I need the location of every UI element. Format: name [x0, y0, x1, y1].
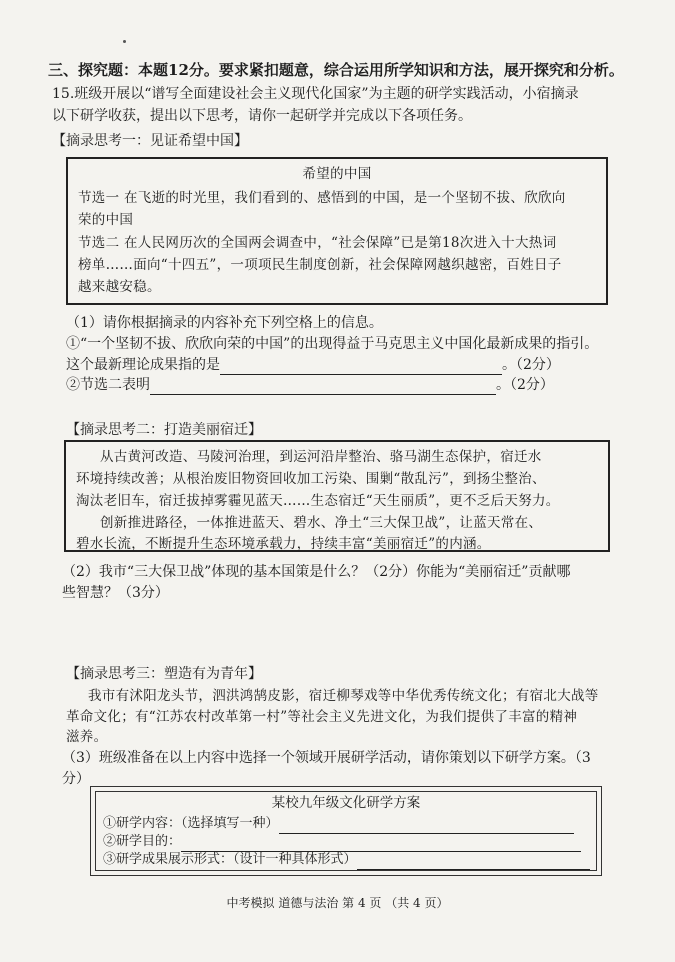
section-heading: 三、探究题：本题12分。要求紧扣题意，综合运用所学知识和方法，展开探究和分析。	[48, 61, 624, 79]
scan-speck	[123, 40, 126, 43]
part1-box-title: 希望的中国	[302, 166, 372, 182]
excerpt1-line1: 节选一 在飞逝的时光里，我们看到的、感悟到的中国，是一个坚韧不拔、欣欣向	[78, 190, 566, 206]
part2-p1-line2: 环境持续改善；从根治废旧物资回收加工污染、围剿“散乱污”，到扬尘整治、	[76, 471, 546, 487]
part2-p2-line2: 碧水长流，不断提升生态环境承载力，持续丰富“美丽宿迁”的内涵。	[76, 536, 491, 552]
q1-b-answer-blank[interactable]	[150, 380, 496, 395]
part2-p1-line1: 从古黄河改造、马陵河治理，到运河沿岸整治、骆马湖生态保护，宿迁水	[100, 449, 542, 465]
part3-p-line1: 我市有沭阳龙头节，泗洪鸿鹄皮影，宿迁柳琴戏等中华优秀传统文化；有宿北大战等	[88, 688, 599, 704]
q2-line1: （2）我市“三大保卫战”体现的基本国策是什么？（2分）你能为“美丽宿迁”贡献哪	[62, 564, 571, 580]
plan-title: 某校九年级文化研学方案	[271, 795, 421, 811]
part2-title: 【摘录思考二：打造美丽宿迁】	[66, 422, 262, 438]
q3-line1: （3）班级准备在以上内容中选择一个领域开展研学活动，请你策划以下研学方案。（3	[62, 750, 591, 766]
question-15-intro-line2: 以下研学收获，提出以下思考，请你一起研学并完成以下各项任务。	[52, 108, 472, 124]
plan-item1	[103, 814, 574, 834]
plan-item1-label: ①研学内容：（选择填写一种）	[103, 816, 279, 831]
q1-b-score: 。（2分）	[496, 377, 554, 393]
q1-a-text: 这个最新理论成果指的是	[66, 357, 220, 373]
part3-p-line2: 革命文化；有“江苏农村改革第一村”等社会主义先进文化，为我们提供了丰富的精神	[66, 709, 578, 725]
q1-a-score: 。（2分）	[502, 357, 560, 373]
q1-a-line1: ①“一个坚韧不拔、欣欣向荣的中国”的出现得益于马克思主义中国化最新成果的指引。	[66, 336, 599, 352]
excerpt1-line2: 荣的中国	[78, 212, 134, 228]
excerpt2-line3: 越来越安稳。	[78, 279, 161, 295]
q1-b-line	[66, 375, 554, 395]
q2-line2: 些智慧？（3分）	[62, 585, 169, 601]
plan-item3	[103, 850, 590, 870]
part3-title: 【摘录思考三：塑造有为青年】	[66, 666, 262, 682]
q1-a-answer-blank[interactable]	[220, 360, 502, 375]
page-footer: 中考模拟 道德与法治 第 4 页 （共 4 页）	[226, 896, 449, 910]
part2-p2-line1: 创新推进路径，一体推进蓝天、碧水、净土“三大保卫战”，让蓝天常在、	[100, 515, 543, 531]
part2-p1-line3: 淘汰老旧车，宿迁拔掉雾霾见蓝天……生态宿迁“天生丽质”，更不乏后天努力。	[76, 493, 560, 509]
q1-prompt: （1）请你根据摘录的内容补充下列空格上的信息。	[66, 315, 383, 331]
part1-title: 【摘录思考一：见证希望中国】	[52, 133, 248, 149]
excerpt2-line1: 节选二 在人民网历次的全国两会调查中，“社会保障”已是第18次进入十大热词	[78, 235, 557, 251]
excerpt2-line2: 榜单……面向“十四五”，一项项民生制度创新，社会保障网越织越密，百姓日子	[78, 257, 562, 273]
plan-item3-blank[interactable]	[357, 855, 590, 870]
question-15-intro-line1: 15.班级开展以“谱写全面建设社会主义现代化国家”为主题的研学实践活动，小宿摘录	[52, 86, 579, 102]
plan-item2	[103, 832, 581, 852]
q1-b-text: ②节选二表明	[66, 377, 150, 393]
q3-line2: 分）	[62, 771, 90, 787]
plan-item2-label: ②研学目的：	[103, 834, 182, 849]
plan-item3-label: ③研学成果展示形式：（设计一种具体形式）	[103, 852, 357, 867]
part3-p-line3: 滋养。	[66, 729, 108, 745]
q1-a-line2	[66, 355, 560, 375]
